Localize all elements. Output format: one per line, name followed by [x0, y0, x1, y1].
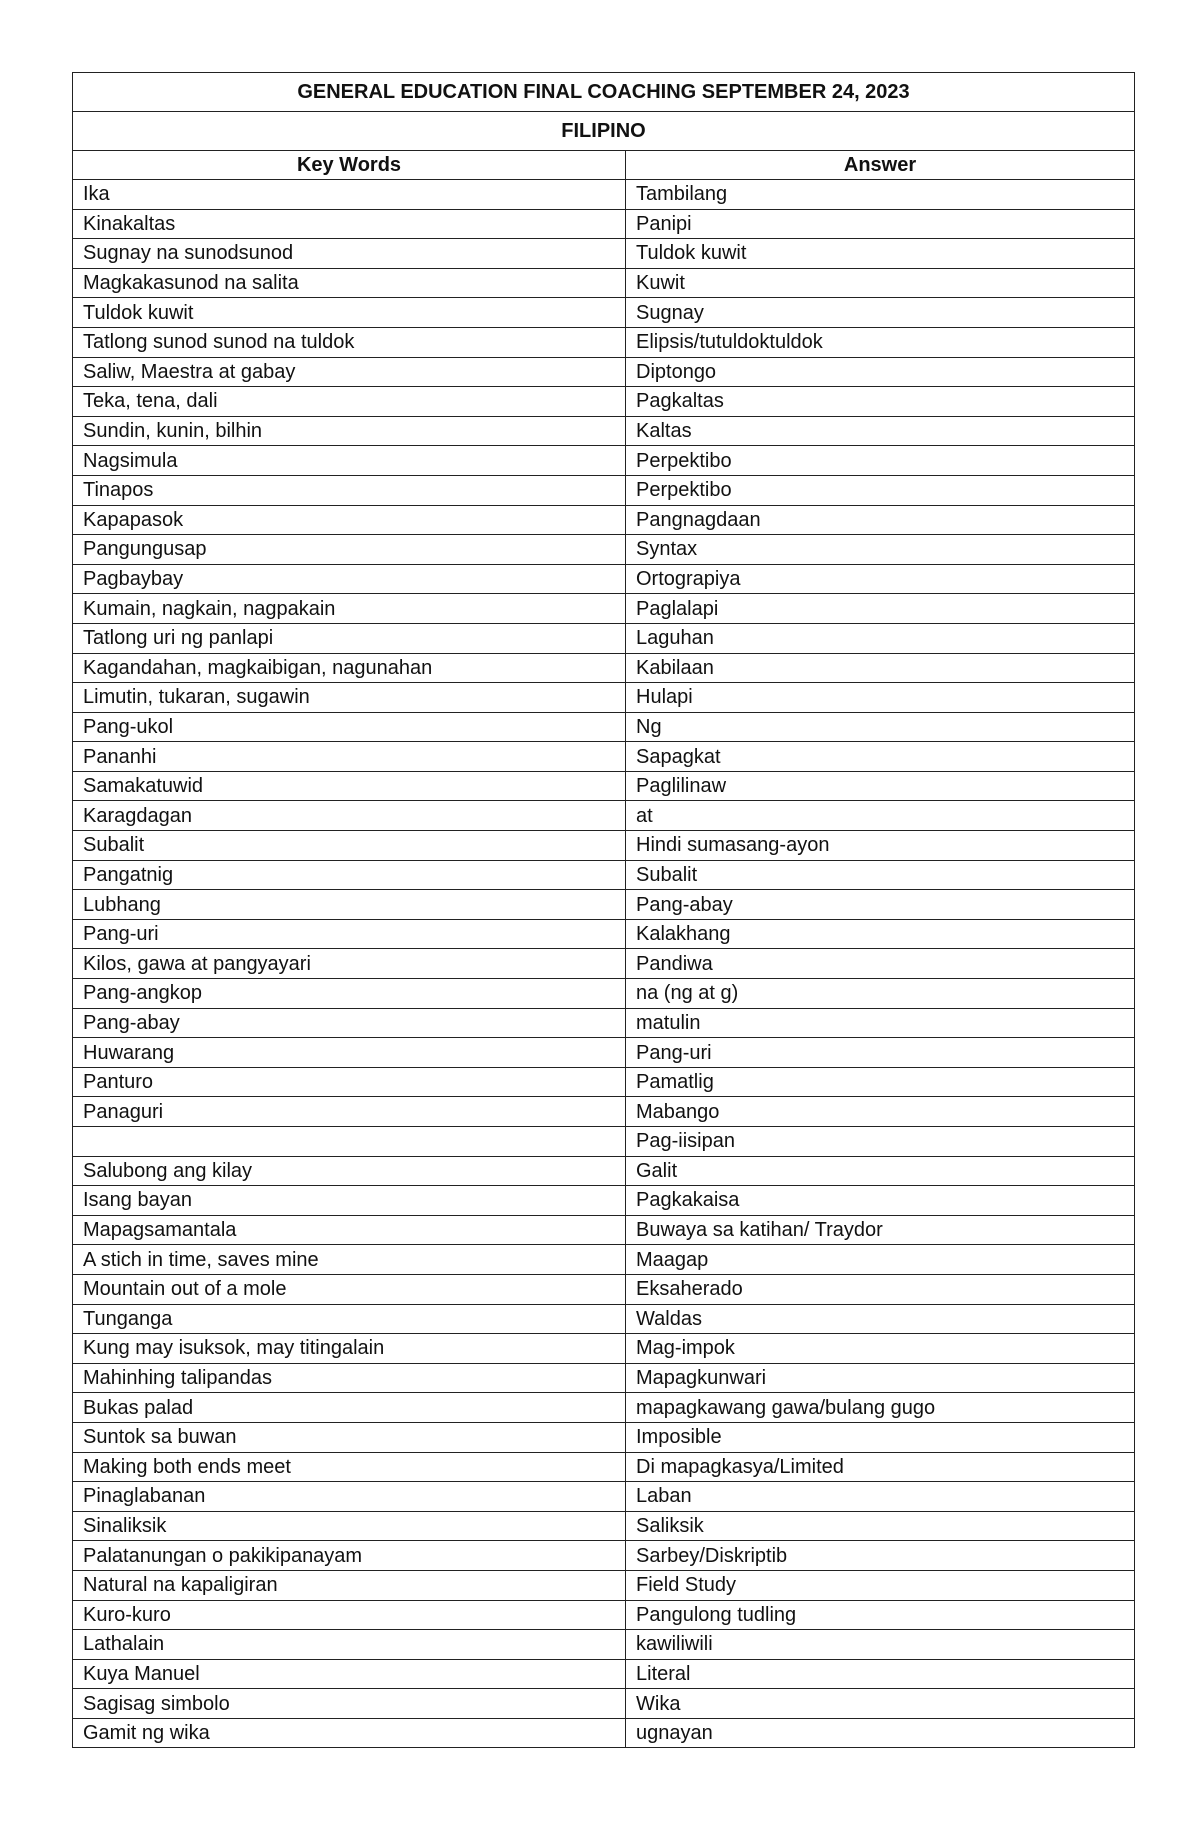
key-word-cell: Teka, tena, dali: [73, 387, 626, 417]
answer-cell: Mabango: [626, 1097, 1135, 1127]
key-word-cell: A stich in time, saves mine: [73, 1245, 626, 1275]
table-row: [73, 1067, 1135, 1097]
table-row: [73, 564, 1135, 594]
table-row: [73, 1422, 1135, 1452]
answer-cell: Mapagkunwari: [626, 1363, 1135, 1393]
key-word-cell: Sugnay na sunodsunod: [73, 239, 626, 269]
key-word-cell: Palatanungan o pakikipanayam: [73, 1541, 626, 1571]
table-row: [73, 683, 1135, 713]
key-word-cell: Making both ends meet: [73, 1452, 626, 1482]
key-word-cell: Tunganga: [73, 1304, 626, 1334]
table-body: [73, 180, 1135, 1748]
answer-cell: Kuwit: [626, 268, 1135, 298]
table-row: [73, 475, 1135, 505]
answer-cell: Saliksik: [626, 1511, 1135, 1541]
key-word-cell: Nagsimula: [73, 446, 626, 476]
answer-cell: Tambilang: [626, 180, 1135, 210]
table-row: [73, 1570, 1135, 1600]
document-subtitle: FILIPINO: [73, 112, 1135, 151]
key-word-cell: Pagbaybay: [73, 564, 626, 594]
answer-cell: Perpektibo: [626, 475, 1135, 505]
key-word-cell: Pananhi: [73, 742, 626, 772]
column-header-answer: Answer: [626, 151, 1135, 180]
key-word-cell: Kuro-kuro: [73, 1600, 626, 1630]
key-word-cell: Panaguri: [73, 1097, 626, 1127]
table-row: [73, 742, 1135, 772]
table-row: [73, 1393, 1135, 1423]
answer-cell: Di mapagkasya/Limited: [626, 1452, 1135, 1482]
key-word-cell: Saliw, Maestra at gabay: [73, 357, 626, 387]
table-row: [73, 712, 1135, 742]
key-word-cell: Salubong ang kilay: [73, 1156, 626, 1186]
table-row: [73, 594, 1135, 624]
key-word-cell: Suntok sa buwan: [73, 1422, 626, 1452]
answer-cell: Literal: [626, 1659, 1135, 1689]
answer-cell: Subalit: [626, 860, 1135, 890]
answer-cell: Kalakhang: [626, 919, 1135, 949]
answer-cell: Perpektibo: [626, 446, 1135, 476]
table-row: [73, 1186, 1135, 1216]
table-row: [73, 623, 1135, 653]
answer-cell: Galit: [626, 1156, 1135, 1186]
table-row: [73, 535, 1135, 565]
table-row: [73, 979, 1135, 1009]
answer-cell: Wika: [626, 1689, 1135, 1719]
answer-cell: Sapagkat: [626, 742, 1135, 772]
answer-cell: Sarbey/Diskriptib: [626, 1541, 1135, 1571]
key-word-cell: Kagandahan, magkaibigan, nagunahan: [73, 653, 626, 683]
key-word-cell: Kung may isuksok, may titingalain: [73, 1334, 626, 1364]
table-row: [73, 298, 1135, 328]
table-row: [73, 1659, 1135, 1689]
answer-cell: kawiliwili: [626, 1630, 1135, 1660]
answer-cell: at: [626, 801, 1135, 831]
table-row: [73, 1127, 1135, 1157]
table-row: [73, 1215, 1135, 1245]
table-row: [73, 209, 1135, 239]
answer-cell: Ng: [626, 712, 1135, 742]
key-word-cell: Tatlong uri ng panlapi: [73, 623, 626, 653]
key-word-cell: Isang bayan: [73, 1186, 626, 1216]
answer-cell: Pandiwa: [626, 949, 1135, 979]
table-row: [73, 180, 1135, 210]
key-word-cell: Pang-uri: [73, 919, 626, 949]
table-row: [73, 831, 1135, 861]
answer-cell: Ortograpiya: [626, 564, 1135, 594]
key-word-cell: Pinaglabanan: [73, 1482, 626, 1512]
answer-cell: Eksaherado: [626, 1274, 1135, 1304]
key-word-cell: Pang-abay: [73, 1008, 626, 1038]
table-row: [73, 860, 1135, 890]
answer-cell: Waldas: [626, 1304, 1135, 1334]
table-row: [73, 1097, 1135, 1127]
answer-cell: Syntax: [626, 535, 1135, 565]
key-word-cell: Mountain out of a mole: [73, 1274, 626, 1304]
table-row: [73, 949, 1135, 979]
answer-cell: Imposible: [626, 1422, 1135, 1452]
answer-cell: Kaltas: [626, 416, 1135, 446]
key-word-cell: Lathalain: [73, 1630, 626, 1660]
answer-cell: Tuldok kuwit: [626, 239, 1135, 269]
key-word-cell: Tinapos: [73, 475, 626, 505]
answer-cell: mapagkawang gawa/bulang gugo: [626, 1393, 1135, 1423]
answer-cell: Diptongo: [626, 357, 1135, 387]
key-word-cell: Mahinhing talipandas: [73, 1363, 626, 1393]
table-row: [73, 1718, 1135, 1748]
key-word-cell: Sundin, kunin, bilhin: [73, 416, 626, 446]
table-row: [73, 801, 1135, 831]
key-word-cell: Lubhang: [73, 890, 626, 920]
answer-cell: Pang-abay: [626, 890, 1135, 920]
table-row: [73, 771, 1135, 801]
answer-cell: Pangulong tudling: [626, 1600, 1135, 1630]
document-title: GENERAL EDUCATION FINAL COACHING SEPTEMBER 24, 2023: [73, 73, 1135, 112]
key-word-cell: Pang-ukol: [73, 712, 626, 742]
key-word-cell: Huwarang: [73, 1038, 626, 1068]
table-row: [73, 890, 1135, 920]
answer-cell: matulin: [626, 1008, 1135, 1038]
answer-cell: Laguhan: [626, 623, 1135, 653]
table-row: [73, 1363, 1135, 1393]
answer-cell: Laban: [626, 1482, 1135, 1512]
key-word-cell: Kuya Manuel: [73, 1659, 626, 1689]
answer-cell: Maagap: [626, 1245, 1135, 1275]
table-row: [73, 1511, 1135, 1541]
table-row: [73, 1008, 1135, 1038]
answer-cell: Hindi sumasang-ayon: [626, 831, 1135, 861]
answer-cell: Buwaya sa katihan/ Traydor: [626, 1215, 1135, 1245]
answer-cell: Hulapi: [626, 683, 1135, 713]
key-word-cell: Pang-angkop: [73, 979, 626, 1009]
table-row: [73, 1038, 1135, 1068]
table-row: [73, 1541, 1135, 1571]
key-word-cell: Kilos, gawa at pangyayari: [73, 949, 626, 979]
answer-cell: ugnayan: [626, 1718, 1135, 1748]
answer-cell: Mag-impok: [626, 1334, 1135, 1364]
answer-cell: Pagkaltas: [626, 387, 1135, 417]
key-word-cell: Ika: [73, 180, 626, 210]
answer-cell: na (ng at g): [626, 979, 1135, 1009]
answer-cell: Kabilaan: [626, 653, 1135, 683]
answer-cell: Sugnay: [626, 298, 1135, 328]
key-word-cell: Panturo: [73, 1067, 626, 1097]
key-word-cell: Tatlong sunod sunod na tuldok: [73, 327, 626, 357]
table-row: [73, 446, 1135, 476]
table-row: [73, 1630, 1135, 1660]
key-word-cell: Kinakaltas: [73, 209, 626, 239]
table-row: [73, 1304, 1135, 1334]
answer-cell: Panipi: [626, 209, 1135, 239]
table-row: [73, 268, 1135, 298]
key-word-cell: Samakatuwid: [73, 771, 626, 801]
table-row: [73, 1334, 1135, 1364]
table-row: [73, 1156, 1135, 1186]
table-row: [73, 239, 1135, 269]
answer-cell: Pag-iisipan: [626, 1127, 1135, 1157]
key-word-cell: Subalit: [73, 831, 626, 861]
table-row: [73, 919, 1135, 949]
table-row: [73, 1689, 1135, 1719]
key-word-cell: Gamit ng wika: [73, 1718, 626, 1748]
answer-cell: Pangnagdaan: [626, 505, 1135, 535]
answer-cell: Pagkakaisa: [626, 1186, 1135, 1216]
key-word-cell: [73, 1127, 626, 1157]
table-row: [73, 357, 1135, 387]
answer-cell: Field Study: [626, 1570, 1135, 1600]
coaching-table: [72, 72, 1135, 1748]
key-word-cell: Karagdagan: [73, 801, 626, 831]
answer-cell: Elipsis/tutuldoktuldok: [626, 327, 1135, 357]
answer-cell: Paglalapi: [626, 594, 1135, 624]
answer-cell: Pamatlig: [626, 1067, 1135, 1097]
key-word-cell: Sinaliksik: [73, 1511, 626, 1541]
table-row: [73, 1245, 1135, 1275]
table-row: [73, 505, 1135, 535]
key-word-cell: Magkakasunod na salita: [73, 268, 626, 298]
key-word-cell: Kapapasok: [73, 505, 626, 535]
key-word-cell: Kumain, nagkain, nagpakain: [73, 594, 626, 624]
key-word-cell: Pangungusap: [73, 535, 626, 565]
column-header-key-words: Key Words: [73, 151, 626, 180]
table-row: [73, 1452, 1135, 1482]
key-word-cell: Tuldok kuwit: [73, 298, 626, 328]
table-row: [73, 1482, 1135, 1512]
table-row: [73, 1600, 1135, 1630]
answer-cell: Paglilinaw: [626, 771, 1135, 801]
key-word-cell: Natural na kapaligiran: [73, 1570, 626, 1600]
key-word-cell: Bukas palad: [73, 1393, 626, 1423]
table-row: [73, 653, 1135, 683]
key-word-cell: Pangatnig: [73, 860, 626, 890]
key-word-cell: Mapagsamantala: [73, 1215, 626, 1245]
key-word-cell: Sagisag simbolo: [73, 1689, 626, 1719]
key-word-cell: Limutin, tukaran, sugawin: [73, 683, 626, 713]
answer-cell: Pang-uri: [626, 1038, 1135, 1068]
table-row: [73, 387, 1135, 417]
table-row: [73, 416, 1135, 446]
table-row: [73, 1274, 1135, 1304]
table-row: [73, 327, 1135, 357]
